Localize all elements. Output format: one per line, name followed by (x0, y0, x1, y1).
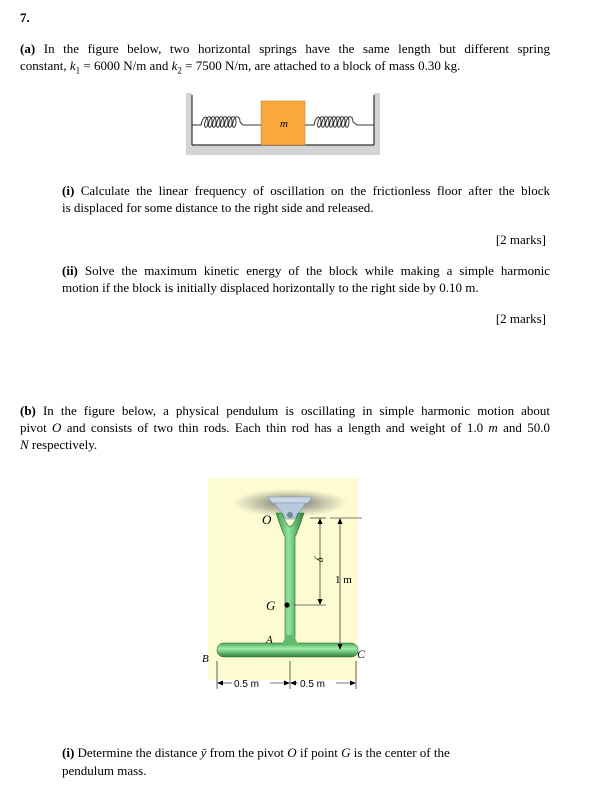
k1-value: = 6000 N/m and (80, 58, 172, 73)
part-b-i-mid: from the pivot (206, 745, 288, 760)
part-a-i-marks: [2 marks] (495, 232, 546, 247)
part-a-i-text-1: Calculate the linear frequency of oscillation on the frictionless floor after the block (80, 183, 551, 198)
part-a-intro-text-2: constant, (20, 58, 70, 73)
label-ybar: ȳ (314, 557, 326, 562)
part-b-text-3-post: respectively. (28, 437, 98, 452)
unit-m-symbol: m (488, 420, 498, 435)
part-a-ii-text-1: Solve the maximum kinetic energy of the block while making a simple harmonic (84, 263, 550, 278)
pivot-pin (287, 512, 293, 518)
part-a-intro-line1 (20, 40, 550, 57)
label-1m: 1 m (335, 574, 352, 586)
pivot-o-inline: O (287, 745, 297, 760)
part-b-i-label: (i) (62, 745, 75, 760)
label-g: G (266, 598, 276, 613)
spring-block-diagram (186, 93, 380, 155)
part-b-i-mid2: if point (296, 745, 342, 760)
part-b-text-1: In the figure below, a physical pendulum is oscillating in simple harmonic motion about (42, 403, 551, 418)
point-g-inline: G (341, 745, 351, 760)
horizontal-rod (217, 643, 358, 657)
part-a-ii-marks: [2 marks] (495, 311, 546, 326)
part-a-i (62, 182, 550, 216)
unit-n-symbol: N (20, 437, 29, 452)
ybar-symbol: ȳ (200, 745, 207, 760)
dim-left-arrow (217, 681, 223, 686)
part-b-i-pre: Determine the distance (74, 745, 201, 760)
spring-block-figure (186, 93, 380, 155)
part-a-intro (20, 40, 550, 80)
mass-label: m (280, 118, 288, 130)
question-number: 7. (20, 10, 30, 25)
label-c: C (357, 647, 366, 661)
part-a-intro-line2 (20, 57, 550, 80)
part-a-i-label: (i) (62, 183, 75, 198)
pendulum-figure (190, 475, 370, 695)
center-of-mass-point (284, 602, 289, 607)
part-b-i-post: is the center of the (350, 745, 450, 760)
part-b-text-2-pre: pivot (20, 420, 53, 435)
dim-mid-left-arrow (284, 681, 290, 686)
part-b-i-line1 (62, 744, 550, 762)
pendulum-diagram (190, 475, 370, 695)
part-a-ii-text-2: motion if the block is initially displaced horizontally to the right side by 0.10 m. (62, 280, 479, 295)
k2-subscript: 2 (177, 65, 182, 76)
part-a-ii-label: (ii) (62, 263, 78, 278)
k1-symbol: k (69, 58, 76, 73)
label-right-dim: 0.5 m (300, 679, 326, 690)
part-b-text-2-mid: and consists of two thin rods. Each thin rod has a length and weight of 1.0 (61, 420, 489, 435)
part-a-i-text-2: is displaced for some distance to the right side and released. (62, 200, 374, 215)
label-left-dim: 0.5 m (234, 679, 260, 690)
dim-right-arrow (350, 681, 356, 686)
part-b-line2 (20, 419, 550, 436)
k2-symbol: k (171, 58, 178, 73)
part-a-ii-line1 (62, 262, 550, 279)
part-b-line3 (20, 436, 550, 453)
k1-subscript: 1 (75, 65, 81, 76)
k2-value: = 7500 N/m, are attached to a block of mass 0.30 kg. (181, 58, 461, 73)
part-b-text-2-post: and 50.0 (497, 420, 550, 435)
label-b: B (202, 653, 209, 665)
part-a-label: (a) (20, 41, 36, 56)
pivot-bracket-plate (268, 497, 312, 503)
part-a-i-line1 (62, 182, 550, 199)
part-b-intro (20, 402, 550, 453)
label-o: O (262, 512, 272, 527)
part-b-line1 (20, 402, 550, 419)
part-b-i-line2: pendulum mass. (62, 763, 147, 778)
part-b-i (62, 744, 550, 780)
label-a: A (266, 634, 273, 646)
part-b-label: (b) (20, 403, 36, 418)
part-a-intro-text-1: In the figure below, two horizontal springs have the same length but different spring (43, 41, 550, 56)
pivot-o-symbol: O (52, 420, 62, 435)
part-a-ii (62, 262, 550, 296)
